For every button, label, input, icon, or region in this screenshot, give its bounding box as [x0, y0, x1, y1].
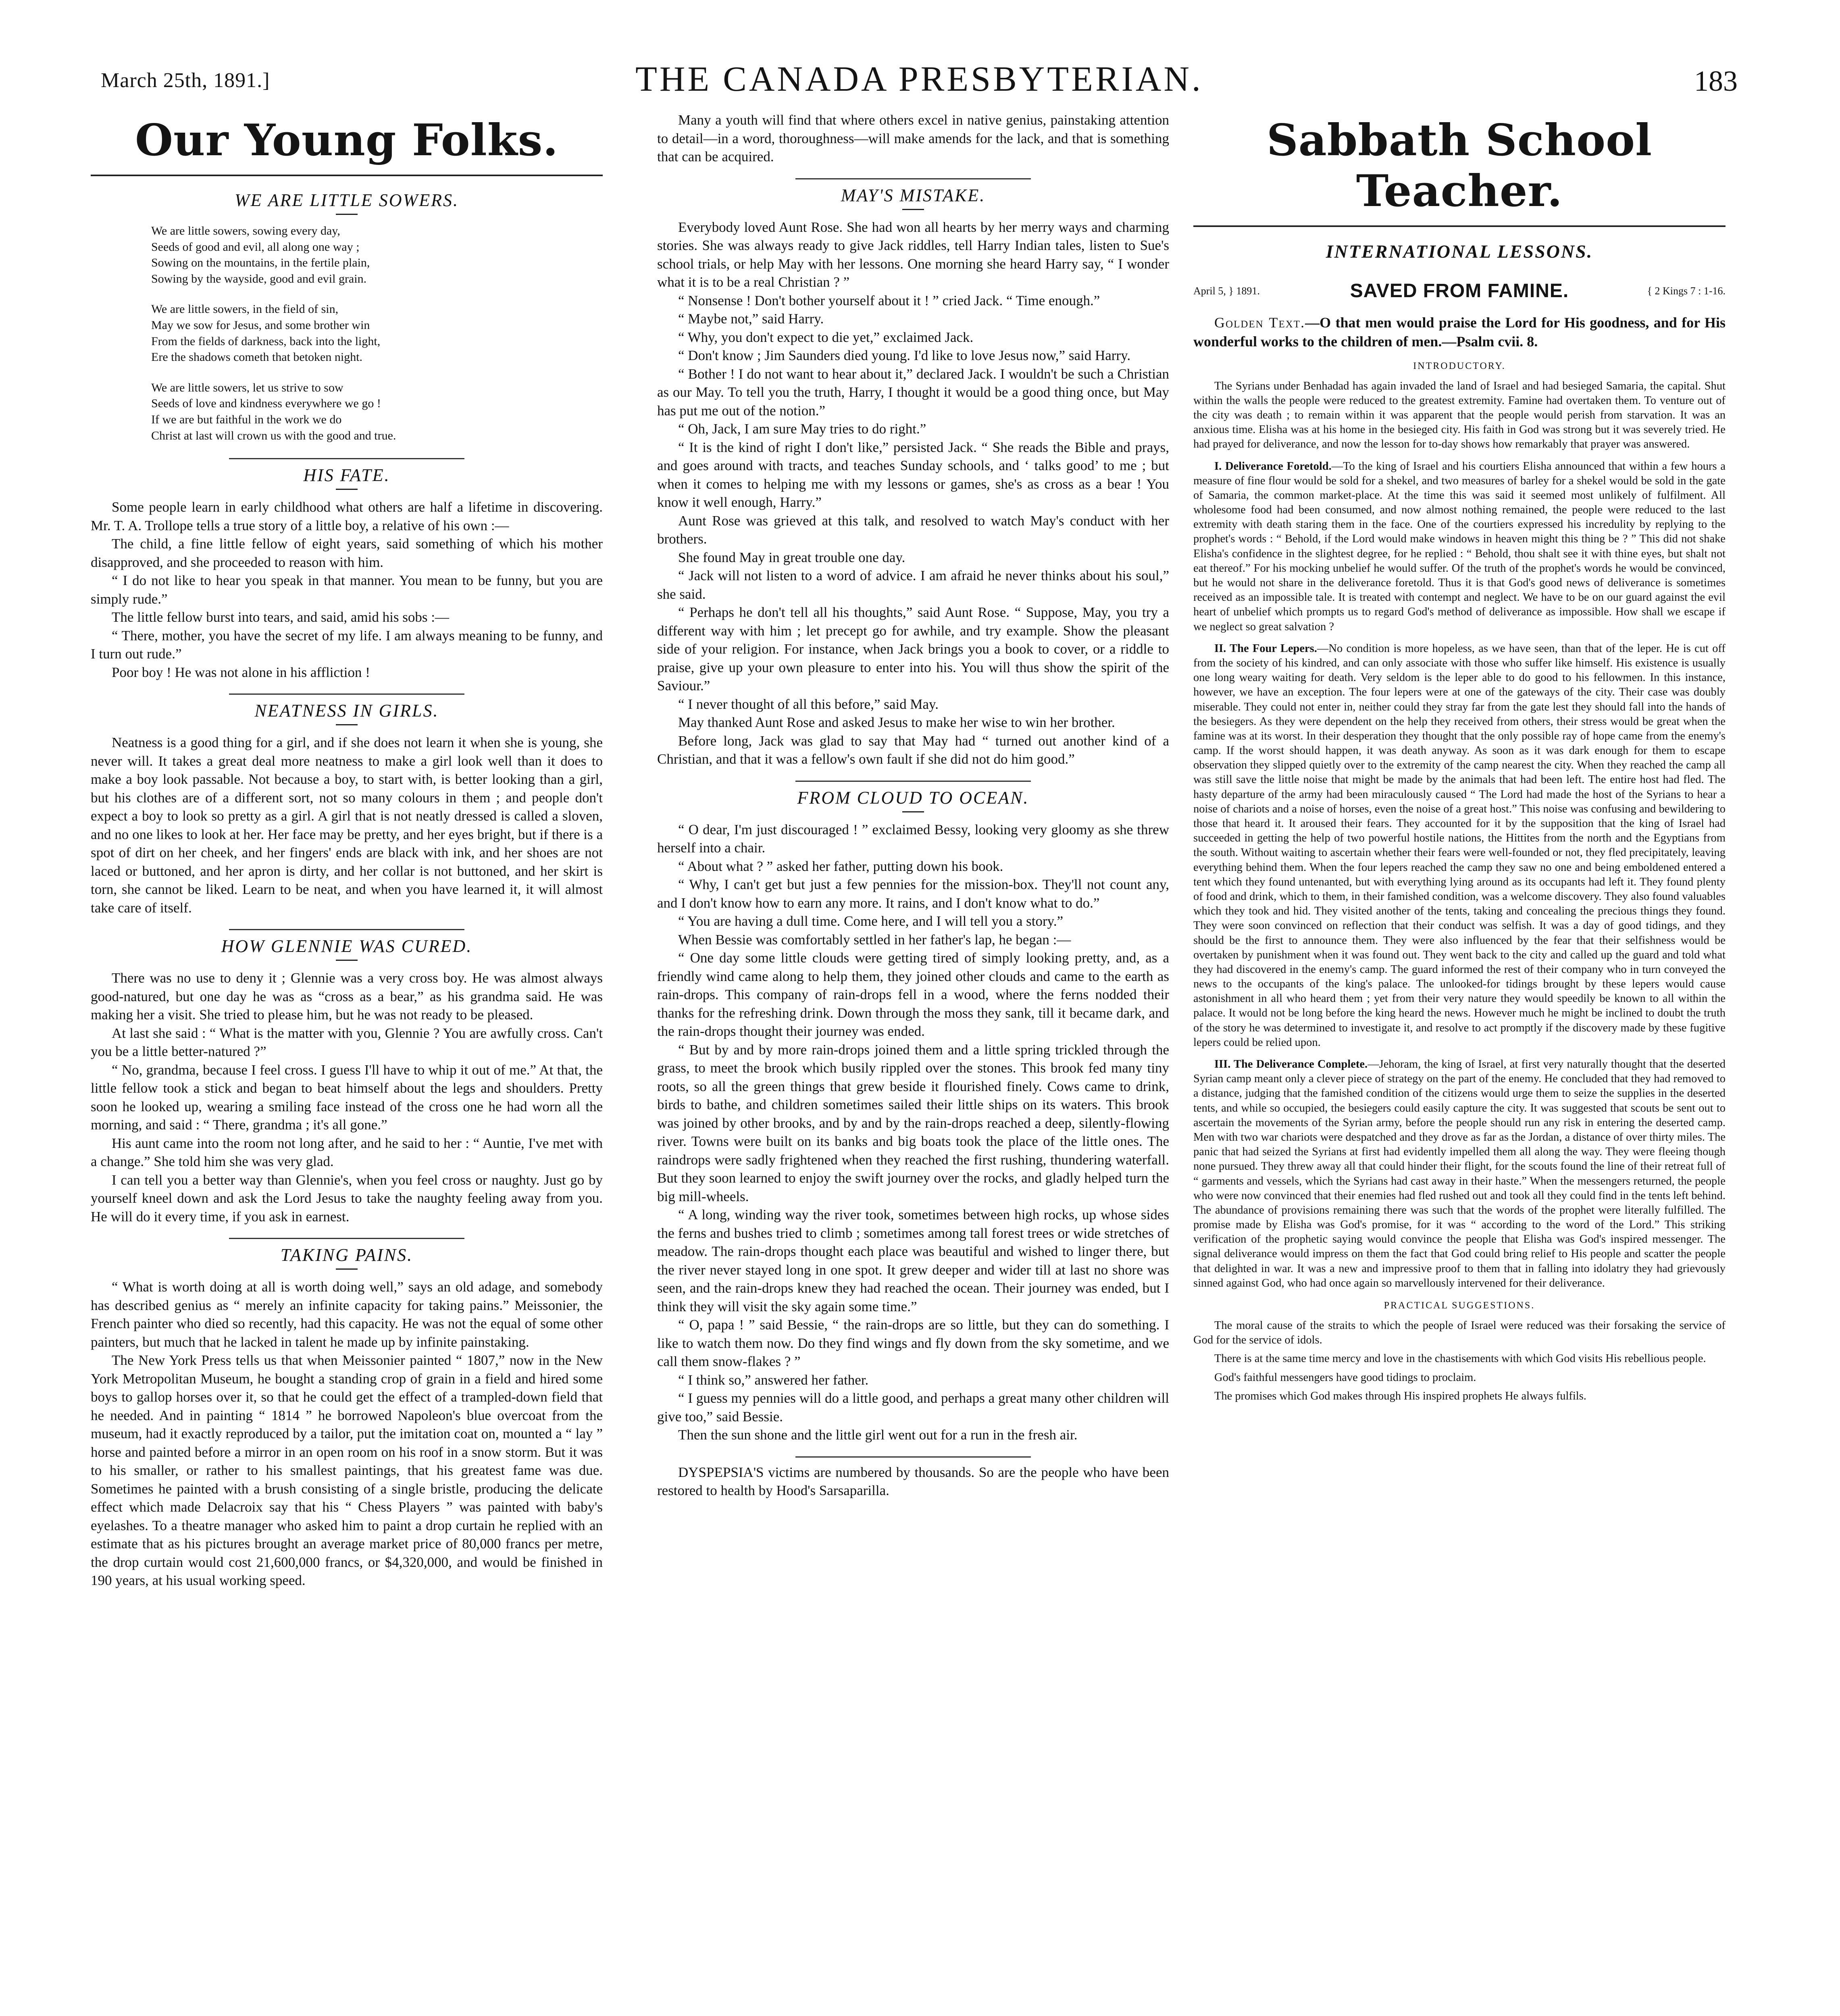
- poem-line: Sowing by the wayside, good and evil grain.: [151, 272, 367, 285]
- paragraph: When Bessie was comfortably settled in her father's lap, he began :—: [678, 931, 1071, 948]
- article-body: [91, 1278, 603, 1590]
- page-header: [101, 56, 1738, 105]
- paragraph: Many a youth will find that where others excel in native genius, painstaking attention to detail—in a word, thoroughness—will make amends for the lack, and that is something that can be acquired.: [657, 112, 1169, 165]
- paragraph: Some people learn in early childhood what others are half a lifetime in discovering. Mr. T. A. Trollope tells a true story of a little boy, a relative of his own :—: [91, 499, 603, 533]
- paragraph: There is at the same time mercy and love in the chastisements with which God visits His rebellious people.: [1214, 1352, 1706, 1365]
- article-body: [91, 733, 603, 917]
- lesson-paragraph: [1193, 459, 1726, 634]
- paragraph: At last she said : “ What is the matter with you, Glennie ? You are awfully cross. Can't you be a little better-natured ?”: [91, 1025, 603, 1060]
- section-rule: [795, 781, 1031, 782]
- paragraph-label: II. The Four Lepers.: [1214, 642, 1317, 655]
- practical-suggestions: [1193, 1318, 1726, 1404]
- section-rule: [795, 178, 1031, 179]
- paragraph-text: —Jehoram, the king of Israel, at first very naturally thought that the deserted Syrian camp meant only a clever piece of strategy on the part of the enemy. He concluded that they had removed to a distance, judging that the famished condition of the citizens would urge them to seize the supplies in the deserted tents, and while so occupied, the besiegers could easily capture the city. It was suggested that scouts be sent out to ascertain the movements of the Syrian army, before the people should run any risk in entering the deserted camp. Men with two war chariots were despatched and they drove as far as the Jordan, a distance of over thirty miles. The panic that had seized the Syrians at first had evidently impelled them all along the way. They were fleeing though none pursued. They threw away all that could hinder their flight, for the scouts found the line of their retreat full of “ garments and vessels, which the Syrians had cast away in their haste.” When the messengers returned, the people who were now convinced that their enemies had fled rushed out and took all they could find in the tents left behind. The abundance of provisions remaining there was such that the words of the prophet were literally fulfilled. The promise made by Elisha was God's promise, for it was “ according to the word of the Lord.” This striking verification of the prophetic saying would convince the people that Elisha was God's inspired messenger. The signal deliverance would impress on them the fact that God could bring relief to His people and scatter the people that delighted in war. It was a new and impressive proof to them that in falling into idolatry they had grievously sinned against God, who had once again so marvellously intervened for their deliverance.: [1193, 1058, 1726, 1289]
- dash-rule: [902, 209, 924, 210]
- article-body: [657, 821, 1169, 1444]
- lesson-date: April 5, } 1891.: [1193, 285, 1260, 297]
- paragraph: Aunt Rose was grieved at this talk, and resolved to watch May's conduct with her brothers.: [657, 512, 1169, 547]
- spacer: [1193, 1050, 1726, 1057]
- section-title: TAKING PAINS.: [280, 1245, 413, 1265]
- paragraph: Before long, Jack was glad to say that May had “ turned out another kind of a Christian, and that it was a fellow's own fault if she did not do him good.”: [657, 733, 1169, 767]
- paragraph: The moral cause of the straits to which the people of Israel were reduced was their forsaking the service of God for the service of idols.: [1193, 1319, 1726, 1347]
- paragraph: Everybody loved Aunt Rose. She had won all hearts by her merry ways and charming stories. She was always ready to give Jack riddles, tell Harry Indian tales, listen to Sue's school trials, or help May with her lessons. One morning she heard Harry say, “ I wonder what it is to be a real Christian ? ”: [657, 219, 1169, 290]
- dash-rule: [336, 489, 358, 490]
- paragraph: God's faithful messengers have good tidings to proclaim.: [1214, 1371, 1476, 1384]
- paragraph: “ Jack will not listen to a word of advice. I am afraid he never thinks about his soul,” she said.: [657, 568, 1169, 602]
- department-title: Our Young Folks.: [135, 115, 559, 166]
- section-title: NEATNESS IN GIRLS.: [254, 701, 439, 721]
- golden-text-body: —O that men would praise the Lord for His goodness, and for His wonderful works to the children of men.—Psalm cvii. 8.: [1193, 314, 1726, 350]
- department-title: Sabbath School Teacher.: [1266, 115, 1653, 217]
- paragraph: “ Perhaps he don't tell all his thoughts,” said Aunt Rose. “ Suppose, May, you try a different way with him ; let precept go for awhile, and try example. Show the pleasant side of your religion. For instance, when Jack brings you a book to cover, or a riddle to praise, give up your own pleasure to enter into his. You will thus show the spirit of the Saviour.”: [657, 604, 1169, 694]
- paragraph-text: —To the king of Israel and his courtiers Elisha announced that within a few hours a measure of fine flour would be sold for a shekel, and two measures of barley for a shekel would be sold in the gate of Samaria, the common market-place. At the time this was said it seemed most unlikely of fulfilment. All wholesome food had been consumed, and now almost nothing remained, the people were reduced to the last extremity with death staring them in the face. One of the courtiers expressed his incredulity by replying to the prophet's words : “ Behold, if the Lord would make windows in heaven might this thing be ? ” This did not shake Elisha's confidence in the slightest degree, for he replied : “ Behold, thou shalt see it with thine eyes, but shalt not eat thereof.” For his mocking unbelief he would suffer. Of the truth of the prophet's words he would be convinced, but he would not share in the deliverance foretold. Thus it is that God's good news of deliverance is sometimes received as an impossible tale. It is treated with contempt and neglect. We have to be on our guard against the evil heart of unbelief which prompts us to regard God's method of deliverance as impossible. How shall we escape if we neglect so great salvation ?: [1193, 460, 1726, 633]
- paragraph: I can tell you a better way than Glennie's, when you feel cross or naughty. Just go by yourself kneel down and ask the Lord Jesus to take the naughty feeling away from you. He will do it every time, if you ask in earnest.: [91, 1172, 603, 1225]
- paragraph: “ There, mother, you have the secret of my life. I am always meaning to be funny, and I turn out rude.”: [91, 627, 603, 662]
- section-rule: [229, 458, 464, 459]
- dash-rule: [336, 1268, 358, 1270]
- dash-rule: [336, 724, 358, 725]
- paragraph: Neatness is a good thing for a girl, and if she does not learn it when she is young, she never will. It takes a great deal more neatness to make a girl look well than it does to make a boy look passable. Not because a boy, to start with, is better looking than a girl, but his clothes are of a different sort, not so many colours in them ; and people don't expect a boy to look so pretty as a girl. A girl that is not neatly dressed is called a sloven, and no one likes to look at her. Her face may be pretty, and her eyes bright, but if there is a spot of dirt on her cheek, and her fingers' ends are black with ink, and her shoes are not laced or buttoned, and her apron is dirty, and her collar is not buttoned, and her skirt is torn, she cannot be liked. Learn to be neat, and when you have learned it, it will almost take care of itself.: [91, 735, 603, 916]
- paragraph-label: III. The Deliverance Complete.: [1214, 1058, 1368, 1071]
- article-body: [657, 111, 1169, 166]
- section-title: FROM CLOUD TO OCEAN.: [797, 787, 1029, 808]
- paragraph: She found May in great trouble one day.: [678, 549, 905, 565]
- golden-text-label: Golden Text.: [1214, 314, 1305, 331]
- page-number: 183: [1694, 65, 1738, 97]
- paragraph: “ Maybe not,” said Harry.: [678, 311, 824, 327]
- paragraph: “ I never thought of all this before,” said May.: [678, 696, 939, 712]
- lesson-paragraph: [1193, 641, 1726, 1050]
- paragraph: “ O dear, I'm just discouraged ! ” exclaimed Bessy, looking very gloomy as she threw herself into a chair.: [657, 821, 1169, 856]
- poem-line: We are little sowers, let us strive to sow: [151, 381, 343, 394]
- poem-line: We are little sowers, sowing every day,: [151, 224, 340, 237]
- poem-stanza: [151, 223, 603, 287]
- department-rule: [91, 175, 603, 176]
- paragraph: “ I think so,” answered her father.: [678, 1372, 869, 1388]
- paragraph: “ Why, you don't expect to die yet,” exclaimed Jack.: [678, 329, 974, 345]
- paragraph: “ You are having a dull time. Come here, and I will tell you a story.”: [678, 913, 1064, 929]
- paragraph: His aunt came into the room not long after, and he said to her : “ Auntie, I've met with a change.” She told him she was very glad.: [91, 1135, 603, 1170]
- poem-stanza: [151, 301, 603, 365]
- dash-rule: [336, 960, 358, 961]
- issue-date: March 25th, 1891.]: [101, 69, 270, 92]
- poem-line: From the fields of darkness, back into the light,: [151, 334, 381, 348]
- paragraph: “ One day some little clouds were getting tired of simply looking pretty, and, as a friendly wind came along to help them, they joined other clouds and came to the earth as rain-drops. This company of rain-drops fell in a wood, where the ferns nodded their thanks for the refreshing drink. Down through the moss they sank, till it became dark, and the rain-drops thought their journey was ended.: [657, 950, 1169, 1039]
- right-column: [1193, 111, 1726, 2016]
- poem-line: May we sow for Jesus, and some brother win: [151, 318, 370, 332]
- paragraph: “ Nonsense ! Don't bother yourself about it ! ” cried Jack. “ Time enough.”: [678, 292, 1100, 308]
- paragraph: May thanked Aunt Rose and asked Jesus to make her wise to win her brother.: [678, 714, 1115, 730]
- subheading: INTRODUCTORY.: [1413, 360, 1506, 371]
- article-body: [657, 218, 1169, 768]
- poem-line: Sowing on the mountains, in the fertile plain,: [151, 256, 370, 270]
- article-body: [91, 498, 603, 681]
- paragraph: The little fellow burst into tears, and said, amid his sobs :—: [112, 609, 449, 625]
- international-lessons-heading: INTERNATIONAL LESSONS.: [1326, 241, 1593, 262]
- paragraph: Then the sun shone and the little girl went out for a run in the fresh air.: [678, 1427, 1078, 1443]
- paragraph: “ I guess my pennies will do a little good, and perhaps a great many other children will give too,” said Bessie.: [657, 1390, 1169, 1425]
- lesson-header: [1193, 280, 1726, 302]
- section-rule: [795, 1456, 1031, 1458]
- section-title: HIS FATE.: [303, 465, 390, 485]
- poem-line: Seeds of good and evil, all along one way ;: [151, 240, 360, 254]
- paragraph: “ A long, winding way the river took, sometimes between high rocks, up whose sides the ferns and bushes tried to climb ; sometimes among tall forest trees or wide stretches of meadow. The rain-drops thought each place was beautiful and wished to linger there, but the river never stayed long in one spot. It grew deeper and wider till at last no shore was seen, and the rain-drops knew they had reached the ocean. Their journey was ended, but I think they will visit the sky again some time.”: [657, 1207, 1169, 1314]
- golden-text: [1193, 313, 1726, 351]
- advertisement: DYSPEPSIA'S victims are numbered by thousands. So are the people who have been restored to health by Hood's Sarsaparilla.: [657, 1464, 1169, 1498]
- poem-line: Ere the shadows cometh that betoken night.: [151, 350, 363, 364]
- paragraph: “ Oh, Jack, I am sure May tries to do right.”: [678, 421, 926, 437]
- lesson-title: SAVED FROM FAMINE.: [1350, 280, 1569, 302]
- lesson-paragraph: [1193, 1057, 1726, 1291]
- poem-line: Seeds of love and kindness everywhere we go !: [151, 397, 381, 410]
- poem-title: WE ARE LITTLE SOWERS.: [235, 190, 459, 210]
- lesson-paragraph: The Syrians under Benhadad has again invaded the land of Israel and had besieged Samaria, the capital. Shut within the walls the people were reduced to the greatest extremity. Famine had overtaken them. To venture out of the city was death ; to remain within it was apparent that the people would perish from starvation. It was an anxious time. Elisha was at his home in the besieged city. His faith in God was strong but it was severely tried. He had prayed for deliverance, and now the lesson for to-day shows how remarkably that prayer was answered.: [1193, 379, 1726, 451]
- paragraph: “ O, papa ! ” said Bessie, “ the rain-drops are so little, but they can do something. I like to watch them now. Do they find wings and fly down from the sky sometime, and we call them snow-flakes ? ”: [657, 1317, 1169, 1369]
- subheading: PRACTICAL SUGGESTIONS.: [1384, 1300, 1535, 1311]
- section-rule: [229, 694, 464, 695]
- poem: [151, 223, 603, 444]
- poem-line: Christ at last will crown us with the good and true.: [151, 429, 396, 442]
- paragraph: The promises which God makes through His inspired prophets He always fulfils.: [1214, 1389, 1586, 1402]
- spacer: [1193, 634, 1726, 641]
- article-body: [91, 969, 603, 1226]
- poem-line: If we are but faithful in the work we do: [151, 412, 342, 426]
- paragraph-label: I. Deliverance Foretold.: [1214, 460, 1332, 473]
- section-rule: [229, 929, 464, 930]
- newspaper-title: THE CANADA PRESBYTERIAN.: [635, 60, 1203, 99]
- spacer: [1193, 452, 1726, 459]
- left-column: [91, 111, 603, 2016]
- section-title: MAY'S MISTAKE.: [841, 185, 986, 205]
- paragraph: “ No, grandma, because I feel cross. I guess I'll have to whip it out of me.” At that, the little fellow took a stick and began to beat himself about the legs and shoulders. Pretty soon he looked up, wearing a smiling face instead of the cross one he had worn all the morning, and said : “ There, grandma ; it's all gone.”: [91, 1062, 603, 1133]
- paragraph: There was no use to deny it ; Glennie was a very cross boy. He was almost always good-natured, but one day he was as “cross as a bear,” as his grandma said. He was making her a visit. She tried to please him, but he was not ready to be pleased.: [91, 970, 603, 1023]
- dash-rule: [336, 214, 358, 215]
- section-title: HOW GLENNIE WAS CURED.: [221, 936, 472, 956]
- dash-rule: [902, 811, 924, 812]
- paragraph: “ About what ? ” asked her father, putting down his book.: [678, 858, 1003, 874]
- paragraph: “ Why, I can't get but just a few pennies for the mission-box. They'll not count any, and I don't know how to earn any more. It rains, and I don't know what to do.”: [657, 877, 1169, 911]
- paragraph: “ It is the kind of right I don't like,” persisted Jack. “ She reads the Bible and prays, and goes around with tracts, and teaches Sunday schools, and ‘ talks good’ to me ; but when it comes to helping me with my lessons or games, she's as cross as a bear ! You know it well enough, Harry.”: [657, 439, 1169, 510]
- paragraph: The New York Press tells us that when Meissonier painted “ 1807,” now in the New York Metropolitan Museum, he bought a standing crop of grain in a field and hired some boys to gallop horses over it, so that he could get the effect of a trampled-down field that he needed. And in painting “ 1814 ” he borrowed Napoleon's blue overcoat from the museum, had it exactly reproduced by a tailor, put the imitation coat on, mounted a “ lay ” horse and painted before a mirror in an open room on his roof in a snow storm. But it was to his smaller, or rather to his smallest paintings, that his greatest fame was due. Sometimes he painted with a brush consisting of a single bristle, producing the delicate effect which made Delacroix say that his “ Chess Players ” was painted with baby's eyelashes. To a theatre manager who asked him to paint a drop curtain he replied with an estimate that as his pictures brought an average market price of 80,000 francs per metre, the drop curtain would cost 21,600,000 francs, or $4,320,000, and would be finished in 190 years, at his usual working speed.: [91, 1352, 603, 1589]
- paragraph: “ Don't know ; Jim Saunders died young. I'd like to love Jesus now,” said Harry.: [678, 348, 1131, 363]
- paragraph: “ But by and by more rain-drops joined them and a little spring trickled through the grass, to meet the brook which busily rippled over the stones. This brook fed many tiny roots, so all the green things that grew beside it flourished finely. Cows came to drink, birds to bathe, and children sometimes sailed their little ships on its waters. This brook was joined by other brooks, and by and by the rain-drops reached a deep, silently-flowing river. Towns were built on its banks and big boats took the place of the little ones. The raindrops were sadly frightened when they reached the first rushing, thundering waterfall. But they soon learned to enjoy the swift journey over the rocks, and gladly helped turn the big mill-wheels.: [657, 1041, 1169, 1204]
- paragraph: “ Bother ! I do not want to hear about it,” declared Jack. I wouldn't be such a Christian as our May. To tell you the truth, Harry, I thought it would be a good thing once, but May has put me out of the notion.”: [657, 366, 1169, 419]
- section-rule: [229, 1238, 464, 1239]
- lesson-reference: { 2 Kings 7 : 1-16.: [1647, 285, 1726, 297]
- department-rule: [1193, 225, 1726, 227]
- middle-column: [657, 111, 1169, 2016]
- paragraph: The child, a fine little fellow of eight years, said something of which his mother disapproved, and she proceeded to reason with him.: [91, 536, 603, 570]
- paragraph: “ What is worth doing at all is worth doing well,” says an old adage, and somebody has described genius as “ merely an infinite capacity for taking pains.” Meissonier, the French painter who died so recently, had this capacity. He was not the equal of some other painters, but much that he lacked in talent he made up by infinite painstaking.: [91, 1279, 603, 1350]
- paragraph: “ I do not like to hear you speak in that manner. You mean to be funny, but you are simply rude.”: [91, 573, 603, 607]
- paragraph: Poor boy ! He was not alone in his affliction !: [112, 664, 370, 680]
- poem-line: We are little sowers, in the field of sin,: [151, 302, 339, 316]
- paragraph-text: —No condition is more hopeless, as we have seen, than that of the leper. He is cut off from the society of his kindred, and can only associate with those who suffer like himself. His existence is usually one long weary waiting for death. Very seldom is the leper able to do good to his fellowmen. In this instance, however, we have an exception. The four lepers were at one of the gateways of the city. Their case was doubly miserable. They could not enter in, neither could they stray far from the gate lest they should fall into the hands of the besiegers. As they were dependent on the help they received from others, their stress would be great when the famine was at its worst. In their desperation they thought that the only possible ray of hope came from the enemy's camp. If the worst should happen, it was death anyway. As soon as it was dark enough for them to escape observation they slipped quietly over to the extremity of the camp nearest the city. When they reached the camp all was still save the little noise that might be made by the animals that had been left. The entire host had fled. The hasty departure of the army had been miraculously caused “ The Lord had made the host of the Syrians to hear a noise of chariots and a noise of horses, even the noise of a great host.” This noise was confusing and bewildering to those that heard it. It aroused their fears. They accounted for it by the supposition that the king of Israel had succeeded in getting the help of two powerful hostile nations, the Hittites from the north and the Egyptians from the south. Without waiting to ascertain whether their fears were well-founded or not, they fled precipitately, leaving everything behind them. When the four lepers reached the camp they saw no one and being emboldened entered a tent which they found untenanted, but with everything lying around as its occupants had left it. They found plenty of food and drink, which to them, in their famished condition, was a welcome discovery. They also found valuables which they took and hid. They visited another of the tents, taking and concealing the precious things they found. They were soon convinced on reflection that their conduct was selfish. It was a day of good tidings, and they should be the first to announce them. They were also influenced by the fear that their selfishness would be overtaken by punishment when it was found out. They went back to the city and called up the guard and told what they had discovered in the enemy's camp. The guard informed the rest of their company who in turn conveyed the news to the occupants of the king's palace. The unlooked-for tidings brought by these lepers would cause astonishment in all who heard them ; yet from their very nature they would speedily be known to all within the palace. It would not be long before the king heard the news. However much he might be inclined to doubt the truth of the story he was determined to investigate it, and resolve to act promptly if the discovery made by these fugitive lepers could be relied upon.: [1193, 642, 1726, 1049]
- poem-stanza: [151, 380, 603, 444]
